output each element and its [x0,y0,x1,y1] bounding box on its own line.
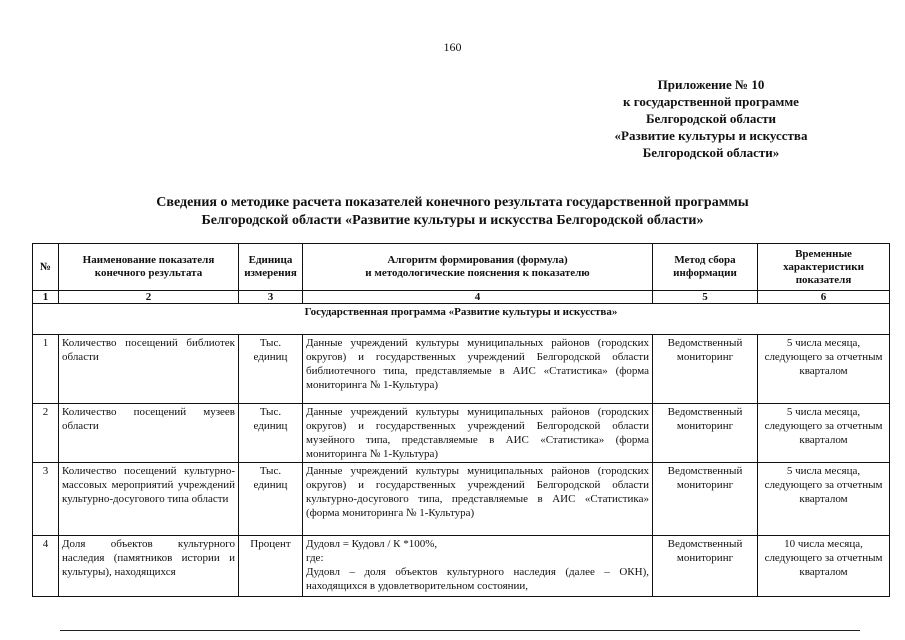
row-num: 2 [33,404,59,463]
row-unit: Тыс. единиц [239,404,303,463]
header-method: Метод сбора информации [653,244,758,291]
row-name: Количество посещений библиотек области [59,335,239,404]
row-name: Доля объектов культурного наследия (памятников истории и культуры), находящихся [59,536,239,597]
header-algo-line: Алгоритм формирования (формула) [387,254,568,266]
row-method: Ведомственный мониторинг [653,335,758,404]
row-algo: Дудовл – доля объектов культурного наследия (далее – ОКН), находящихся в удовлетворительном состоянии, [306,566,649,592]
appendix-line: к государственной программе [623,94,799,109]
column-number: 2 [59,291,239,304]
indicators-table [32,243,890,597]
row-num: 3 [33,463,59,536]
header-time: Временные характеристики показателя [758,244,890,291]
title-line: Белгородской области «Развитие культуры и искусства Белгородской области» [201,213,704,228]
row-num: 1 [33,335,59,404]
row-time: 5 числа месяца, следующего за отчетным кварталом [758,463,890,536]
appendix-line: Белгородской области [645,111,777,126]
row-method: Ведомственный мониторинг [653,536,758,597]
row-algo: Данные учреждений культуры муниципальных районов (городских округов) и государственных учреждений Белгородской области культурно-досугового типа, представляемые в АИС «Статистика» (форма мониторинга № 1-Культура) [303,463,653,536]
table-row [33,335,890,404]
row-method: Ведомственный мониторинг [653,404,758,463]
title-line: Сведения о методике расчета показателей конечного результата государственной программы [156,195,749,210]
row-time: 10 числа месяца, следующего за отчетным кварталом [758,536,890,597]
column-number: 6 [758,291,890,304]
header-name: Наименование показателя конечного результата [59,244,239,291]
column-number: 3 [239,291,303,304]
header-algo [303,244,653,291]
row-algo-cell [303,536,653,597]
header-unit: Единица измерения [239,244,303,291]
table-header-row [33,244,890,291]
row-formula: Дудовл = Кудовл / К *100%, [306,538,438,550]
appendix-line: «Развитие культуры и искусства [614,128,808,143]
appendix-line: Белгородской области» [642,145,780,160]
row-num: 4 [33,536,59,597]
row-method: Ведомственный мониторинг [653,463,758,536]
header-num: № [33,244,59,291]
row-unit: Процент [239,536,303,597]
row-unit: Тыс. единиц [239,335,303,404]
page-bottom-rule [60,630,860,633]
section-row [33,304,890,335]
table-row [33,463,890,536]
row-unit: Тыс. единиц [239,463,303,536]
column-number: 4 [303,291,653,304]
document-title [0,194,905,230]
table-row [33,536,890,597]
appendix-line: Приложение № 10 [657,77,765,92]
row-name: Количество посещений музеев области [59,404,239,463]
row-algo: Данные учреждений культуры муниципальных районов (городских округов) и государственных учреждений Белгородской области музейного типа, представляемые в АИС «Статистика» (форма мониторинга № 1-Культура) [303,404,653,463]
page-number: 160 [443,40,462,54]
appendix-heading [581,76,841,161]
header-algo-line: и методологические пояснения к показателю [365,267,590,279]
section-title: Государственная программа «Развитие культуры и искусства» [33,304,890,335]
column-number: 1 [33,291,59,304]
row-name: Количество посещений культурно-массовых мероприятий учреждений культурно-досугового типа области [59,463,239,536]
row-algo-where: где: [306,552,324,564]
row-time: 5 числа месяца, следующего за отчетным кварталом [758,335,890,404]
column-number-row [33,291,890,304]
row-algo: Данные учреждений культуры муниципальных районов (городских округов) и государственных учреждений Белгородской области библиотечного типа, представляемые в АИС «Статистика» (форма мониторинга № 1-Культура) [303,335,653,404]
table-row [33,404,890,463]
row-time: 5 числа месяца, следующего за отчетным кварталом [758,404,890,463]
column-number: 5 [653,291,758,304]
